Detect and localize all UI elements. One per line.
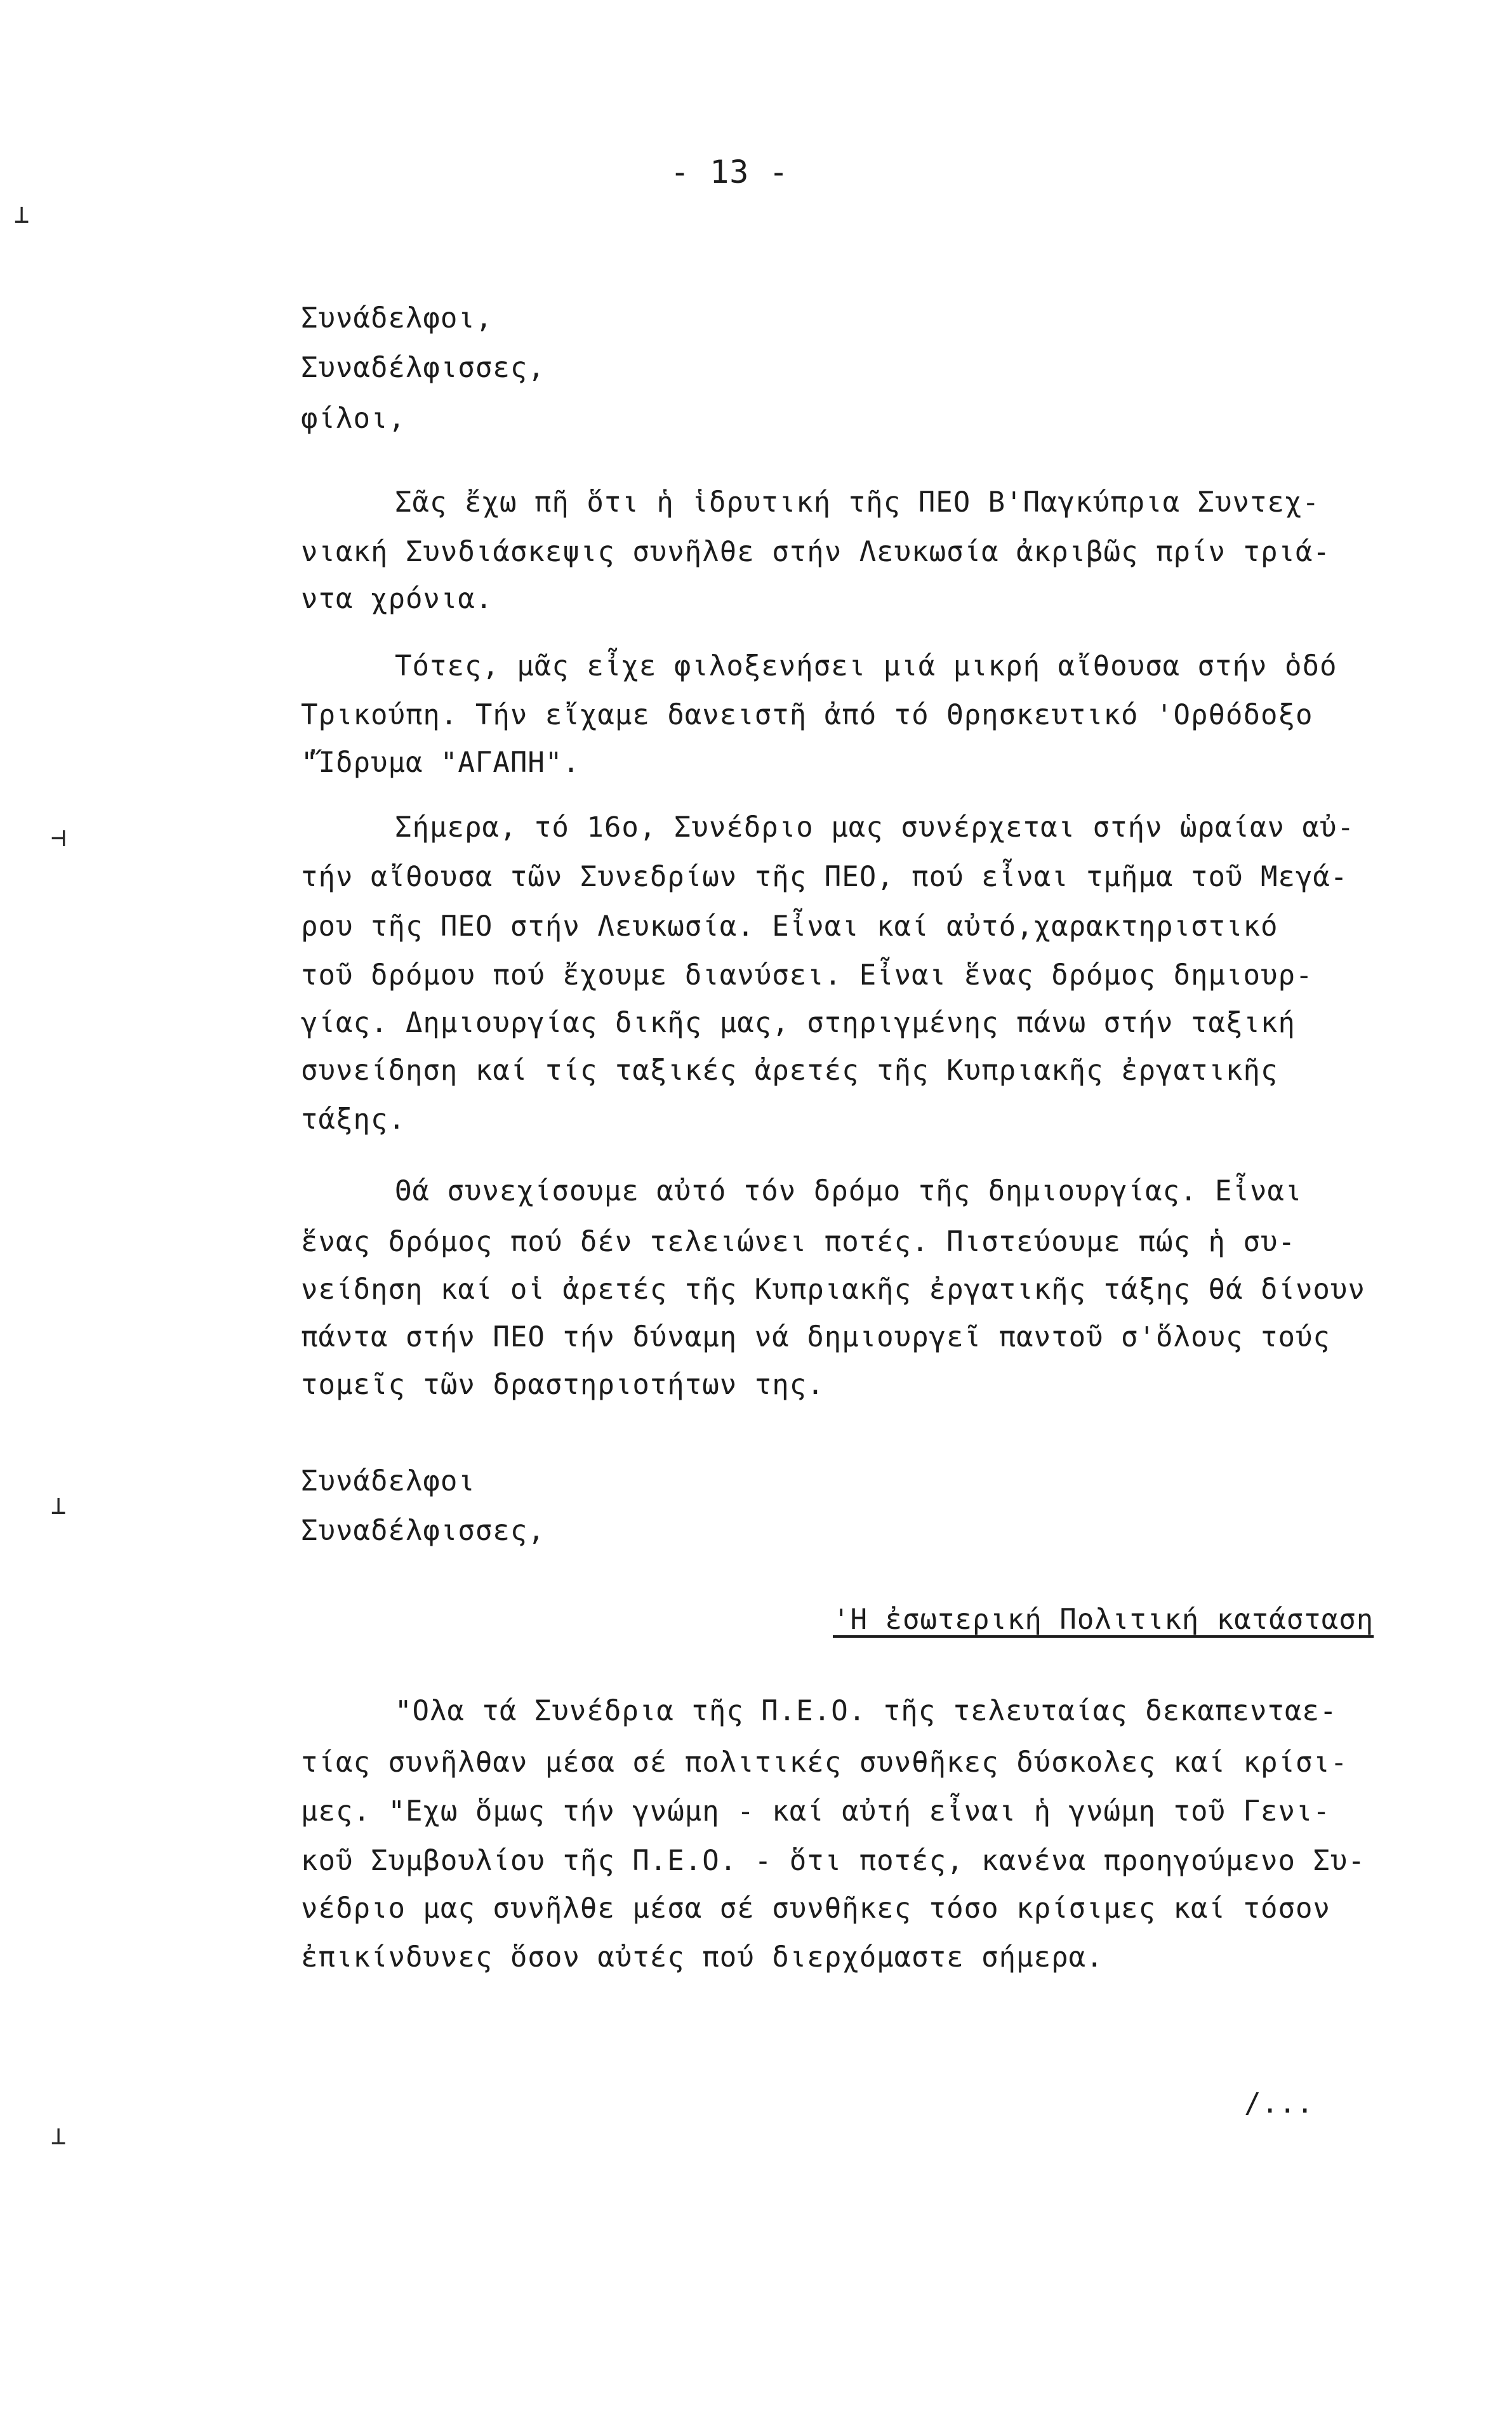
paragraph-line: ἐπικίνδυνες ὅσον αὐτές πού διερχόμαστε σήμερα.: [301, 1941, 1104, 1974]
paragraph-line: ρου τῆς ΠΕΟ στήν Λευκωσία. Εἶναι καί αὐτό,χαρακτηριστικό: [301, 910, 1278, 943]
paragraph-line: τήν αἴθουσα τῶν Συνεδρίων τῆς ΠΕΟ, πού εἶναι τμῆμα τοῦ Μεγά-: [301, 861, 1348, 893]
paragraph-line: συνείδηση καί τίς ταξικές ἀρετές τῆς Κυπριακῆς ἐργατικῆς: [301, 1054, 1278, 1087]
margin-mark: ⊥: [51, 2121, 67, 2151]
page-number: - 13 -: [670, 154, 789, 190]
salutation-line: Συναδέλφισσες,: [301, 1515, 545, 1547]
paragraph-line: "Ἴδρυμα "ΑΓΑΠΗ".: [301, 747, 580, 779]
paragraph-line: τοῦ δρόμου πού ἔχουμε διανύσει. Εἶναι ἕνας δρόμος δημιουρ-: [301, 959, 1313, 992]
paragraph-line: ντα χρόνια.: [301, 583, 493, 615]
paragraph-line: τίας συνῆλθαν μέσα σέ πολιτικές συνθῆκες δύσκολες καί κρίσι-: [301, 1746, 1348, 1779]
salutation-line: Συναδέλφισσες,: [301, 352, 545, 384]
continuation-marker: /...: [1244, 2087, 1314, 2120]
salutation-line: Συνάδελφοι: [301, 1465, 475, 1497]
margin-mark: ⊥: [14, 200, 30, 229]
paragraph-line: "Ολα τά Συνέδρια τῆς Π.Ε.Ο. τῆς τελευταίας δεκαπενταε-: [395, 1695, 1337, 1727]
paragraph-line: νιακή Συνδιάσκεψις συνῆλθε στήν Λευκωσία ἀκριβῶς πρίν τριά-: [301, 536, 1330, 568]
paragraph-line: Τρικούπη. Τήν εἴχαμε δανειστῆ ἀπό τό Θρησκευτικό 'Ορθόδοξο: [301, 699, 1313, 731]
margin-mark: ⊣: [51, 823, 67, 853]
paragraph-line: Σᾶς ἔχω πῆ ὅτι ἡ ἱδρυτική τῆς ΠΕΟ Β'Παγκύπρια Συντεχ-: [395, 486, 1320, 519]
paragraph-line: Σήμερα, τό 16ο, Συνέδριο μας συνέρχεται στήν ὡραίαν αὐ-: [395, 811, 1355, 844]
paragraph-line: νέδριο μας συνῆλθε μέσα σέ συνθῆκες τόσο κρίσιμες καί τόσον: [301, 1892, 1330, 1925]
paragraph-line: τάξης.: [301, 1103, 406, 1136]
paragraph-line: Θά συνεχίσουμε αὐτό τόν δρόμο τῆς δημιουργίας. Εἶναι: [395, 1175, 1303, 1207]
paragraph-line: γίας. Δημιουργίας δικῆς μας, στηριγμένης πάνω στήν ταξική: [301, 1007, 1296, 1039]
salutation-line: Συνάδελφοι,: [301, 302, 493, 335]
salutation-line: φίλοι,: [301, 402, 406, 435]
paragraph-line: νείδηση καί οἱ ἀρετές τῆς Κυπριακῆς ἐργατικῆς τάξης θά δίνουν: [301, 1273, 1365, 1306]
paragraph-line: τομεῖς τῶν δραστηριοτήτων της.: [301, 1369, 825, 1401]
paragraph-line: Τότες, μᾶς εἶχε φιλοξενήσει μιά μικρή αἴθουσα στήν ὁδό: [395, 650, 1337, 682]
paragraph-line: κοῦ Συμβουλίου τῆς Π.Ε.Ο. - ὅτι ποτές, κανένα προηγούμενο Συ-: [301, 1845, 1365, 1877]
section-heading: 'Η ἐσωτερική Πολιτική κατάσταση: [833, 1603, 1374, 1636]
paragraph-line: μες. "Εχω ὅμως τήν γνώμη - καί αὐτή εἶναι ἡ γνώμη τοῦ Γενι-: [301, 1795, 1330, 1828]
paragraph-line: ἕνας δρόμος πού δέν τελειώνει ποτές. Πιστεύουμε πώς ἡ συ-: [301, 1226, 1296, 1258]
margin-mark: ⊥: [51, 1491, 67, 1520]
paragraph-line: πάντα στήν ΠΕΟ τήν δύναμη νά δημιουργεῖ παντοῦ σ'ὅλους τούς: [301, 1321, 1330, 1353]
